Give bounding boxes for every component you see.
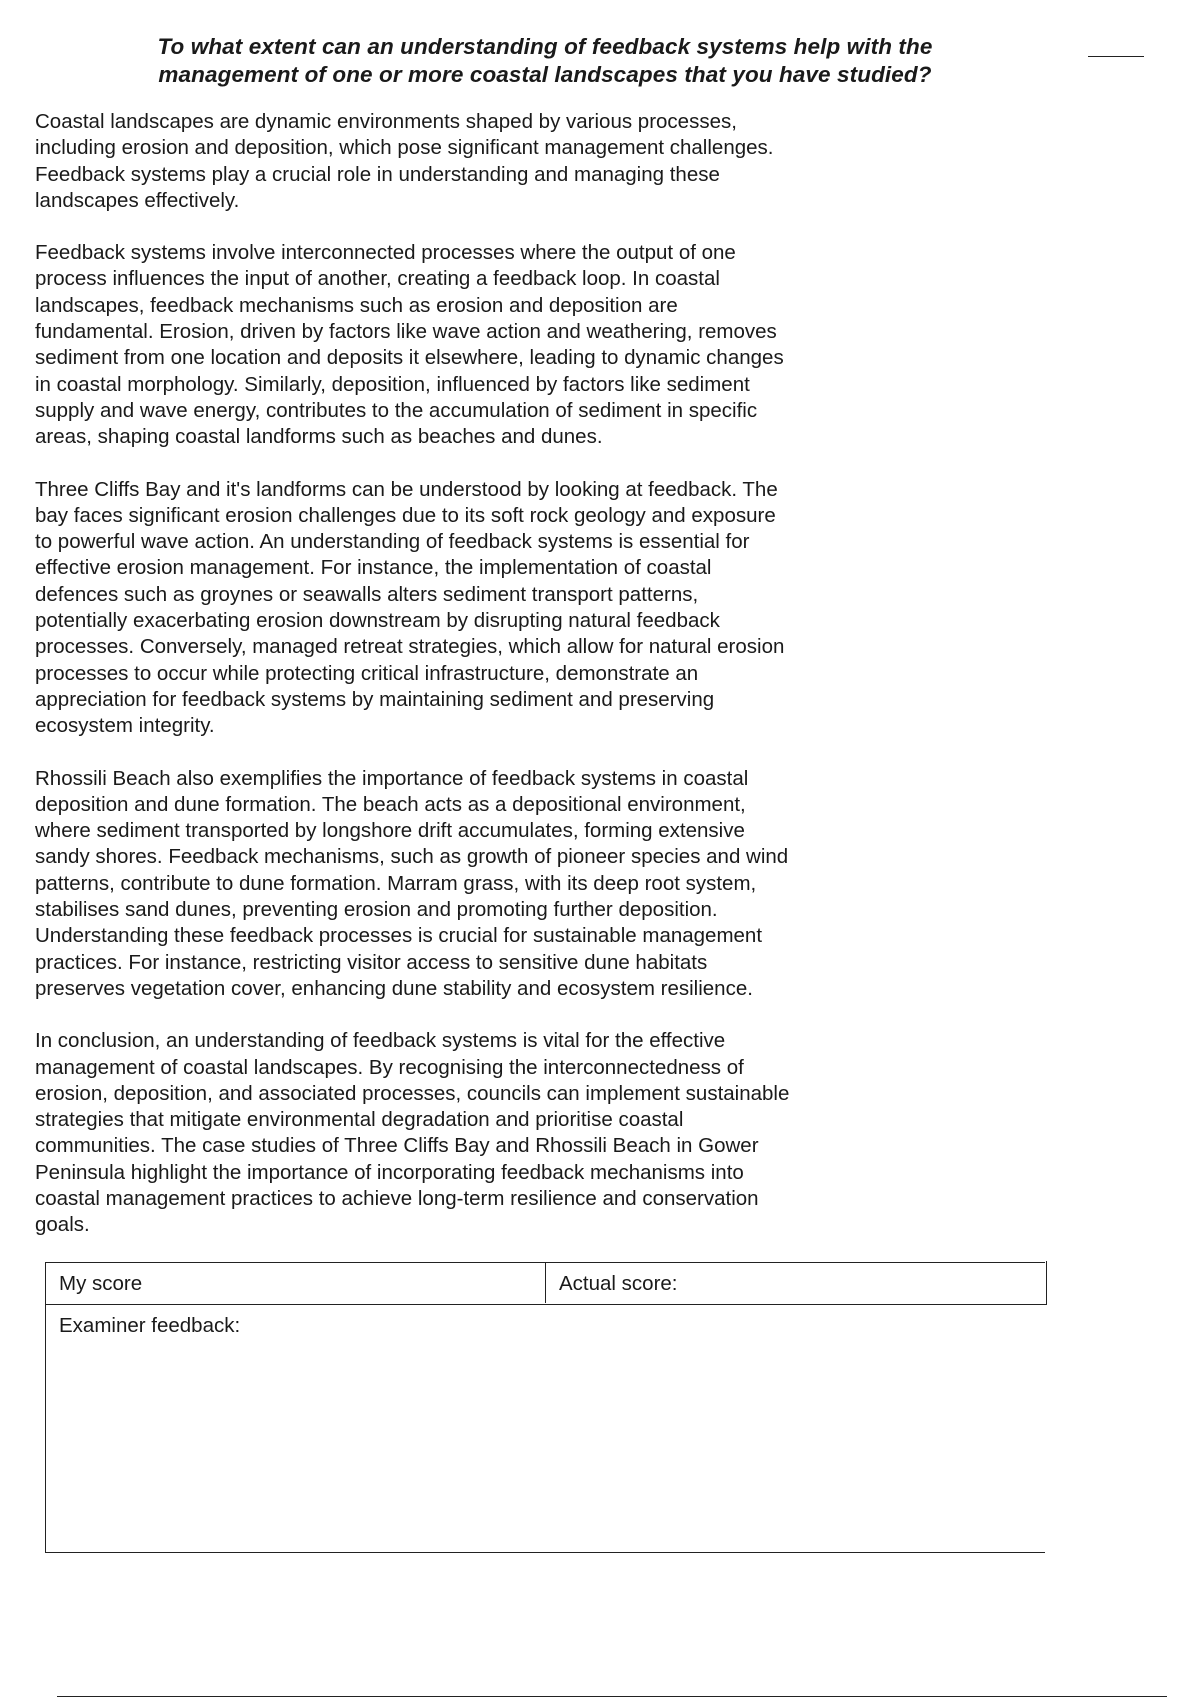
question-line-2: management of one or more coastal landscapes that you have studied? <box>158 62 932 87</box>
score-row <box>46 1263 1046 1305</box>
score-row-right-border <box>1046 1261 1047 1305</box>
essay-body <box>35 109 895 1239</box>
essay-paragraph-rhossili-beach: Rhossili Beach also exemplifies the importance of feedback systems in coastal deposition and dune formation. The beach acts as a depositional environment, where sediment transported by longshore drift accumulates, forming extensive sandy shores. Feedback mechanisms, such as growth of pioneer species and wind patterns, contribute to dune formation. Marram grass, with its deep root system, stabilises sand dunes, preventing erosion and promoting further deposition. Understanding these feedback processes is crucial for sustainable management practices. For instance, restricting visitor access to sensitive dune habitats preserves vegetation cover, enhancing dune stability and ecosystem resilience. <box>35 766 789 1000</box>
my-score-cell[interactable] <box>46 1263 546 1303</box>
essay-paragraph-introduction: Coastal landscapes are dynamic environments shaped by various processes, including erosion and deposition, which pose significant management challenges. Feedback systems play a crucial role in understanding and managing these landscapes effectively. <box>35 110 774 212</box>
actual-score-label: Actual score: <box>559 1272 678 1295</box>
question-line-1: To what extent can an understanding of feedback systems help with the <box>157 34 933 59</box>
essay-paragraph-three-cliffs-bay: Three Cliffs Bay and it's landforms can be understood by looking at feedback. The bay faces significant erosion challenges due to its soft rock geology and exposure to powerful wave action. An understanding of feedback systems is essential for effective erosion management. For instance, the implementation of coastal defences such as groynes or seawalls alters sediment transport patterns, potentially exacerbating erosion downstream by disrupting natural feedback processes. Conversely, managed retreat strategies, which allow for natural erosion processes to occur while protecting critical infrastructure, demonstrate an appreciation for feedback systems by maintaining sediment and preserving ecosystem integrity. <box>35 477 785 738</box>
footer-rule <box>57 1696 1167 1697</box>
actual-score-cell[interactable] <box>546 1263 1046 1303</box>
my-score-label: My score <box>59 1272 143 1295</box>
examiner-feedback-label: Examiner feedback: <box>59 1314 241 1337</box>
question-heading <box>105 33 985 89</box>
mark-answer-line <box>1088 56 1144 57</box>
essay-paragraph-feedback-systems: Feedback systems involve interconnected processes where the output of one process influences the input of another, creating a feedback loop. In coastal landscapes, feedback mechanisms such as erosion and deposition are fundamental. Erosion, driven by factors like wave action and weathering, removes sediment from one location and deposits it elsewhere, leading to dynamic changes in coastal morphology. Similarly, deposition, influenced by factors like sediment supply and wave energy, contributes to the accumulation of sediment in specific areas, shaping coastal landforms such as beaches and dunes. <box>35 241 784 449</box>
score-table <box>45 1262 1045 1553</box>
essay-paragraph-conclusion: In conclusion, an understanding of feedback systems is vital for the effective management of coastal landscapes. By recognising the interconnectedness of erosion, deposition, and associated processes, councils can implement sustainable strategies that mitigate environmental degradation and prioritise coastal communities. The case studies of Three Cliffs Bay and Rhossili Beach in Gower Peninsula highlight the importance of incorporating feedback mechanisms into coastal management practices to achieve long-term resilience and conservation goals. <box>35 1029 790 1237</box>
